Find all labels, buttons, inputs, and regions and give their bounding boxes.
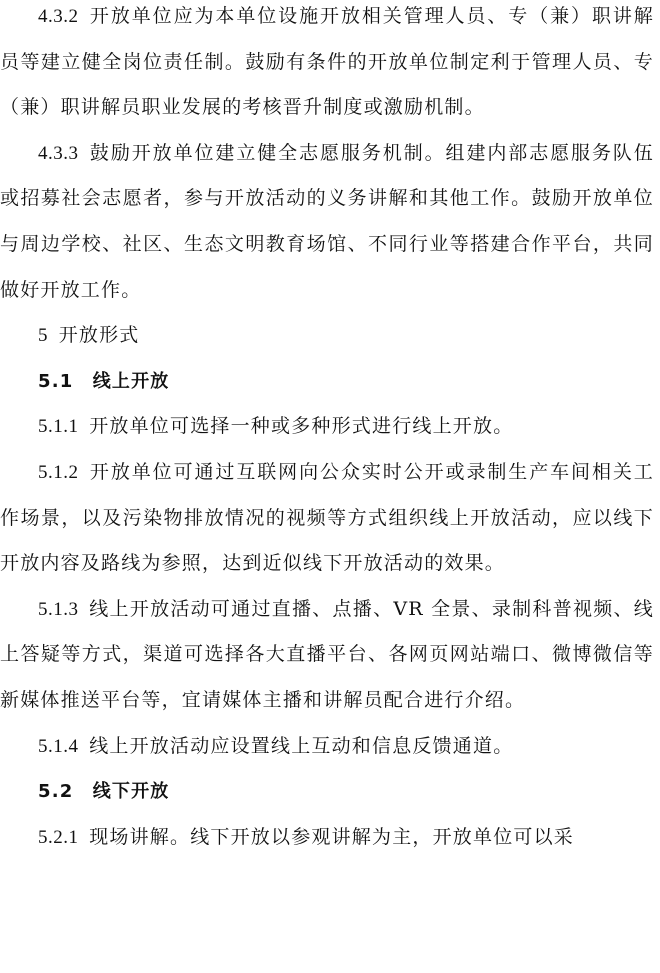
clause-text: 开放单位应为本单位设施开放相关管理人员、专（兼）职讲解员等建立健全岗位责任制。鼓励有条件的开放单位制定利于管理人员、专（兼）职讲解员职业发展的考核晋升制度或激励机制。 [0,5,654,119]
section-title: 线下开放 [92,781,170,803]
section-number: 5.1 [38,370,74,392]
section-number: 5.2 [38,781,74,803]
clause-text: 线上开放活动可通过直播、点播、VR 全景、录制科普视频、线上答疑等方式，渠道可选择各大直播平台、各网页网站端口、微博微信等新媒体推送平台等，宜请媒体主播和讲解员配合进行介绍。 [0,597,654,711]
clause-number: 5.1.2 [38,461,79,483]
section-heading-5-1 [0,359,660,405]
section-heading-5-2 [0,769,660,815]
clause-text: 开放单位可通过互联网向公众实时公开或录制生产车间相关工作场景，以及污染物排放情况的视频等方式组织线上开放活动，应以线下开放内容及路线为参照，达到近似线下开放活动的效果。 [0,460,654,575]
paragraph-5-1-1 [0,404,660,450]
clause-number: 5.1.3 [38,598,79,620]
section-title: 线上开放 [92,370,170,392]
paragraph-5-1-3 [0,587,660,724]
clause-text: 开放单位可选择一种或多种形式进行线上开放。 [89,415,514,438]
section-heading-5 [0,313,660,359]
paragraph-5-2-1 [0,815,660,861]
paragraph-4-3-2 [0,0,660,131]
clause-text: 鼓励开放单位建立健全志愿服务机制。组建内部志愿服务队伍或招募社会志愿者，参与开放活动的义务讲解和其他工作。鼓励开放单位与周边学校、社区、生态文明教育场馆、不同行业等搭建合作平台，共同做好开放工作。 [0,141,654,301]
clause-number: 5.1.4 [38,735,79,757]
clause-number: 5.2.1 [38,826,79,848]
paragraph-5-1-4 [0,724,660,770]
clause-number: 4.3.2 [38,6,79,27]
clause-text: 现场讲解。线下开放以参观讲解为主，开放单位可以采 [89,825,575,848]
clause-number: 4.3.3 [38,142,79,164]
clause-number: 5.1.1 [38,416,79,438]
clause-text: 线上开放活动应设置线上互动和信息反馈通道。 [89,734,514,757]
paragraph-5-1-2 [0,450,660,587]
paragraph-4-3-3 [0,131,660,313]
section-number: 5 [38,325,48,347]
section-title: 开放形式 [58,324,140,347]
